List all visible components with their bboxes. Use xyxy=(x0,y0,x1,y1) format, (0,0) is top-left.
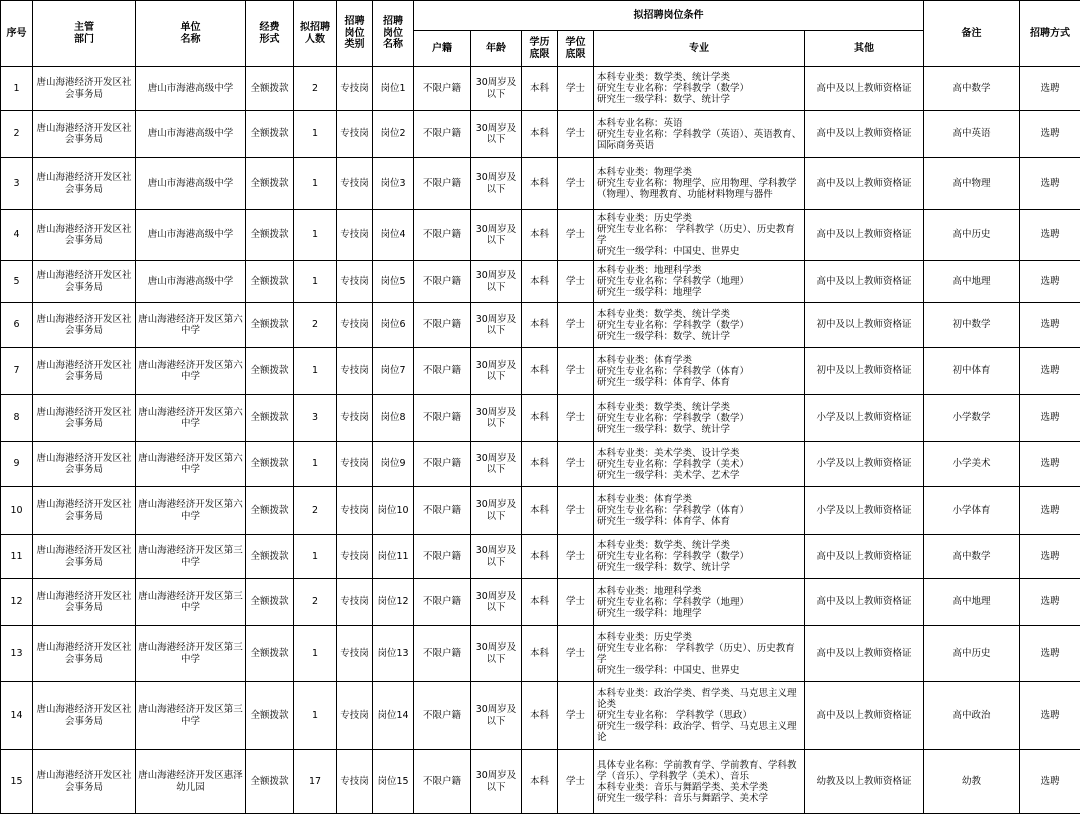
cell-funding: 全额拨款 xyxy=(246,67,294,111)
cell-edu: 本科 xyxy=(522,579,558,626)
cell-edu: 本科 xyxy=(522,210,558,261)
cell-other: 高中及以上教师资格证 xyxy=(805,67,924,111)
cell-post-type: 专技岗 xyxy=(337,535,373,579)
cell-dept: 唐山海港经济开发区社会事务局 xyxy=(33,348,136,395)
cell-major: 本科专业类：数学类、统计学类 研究生专业名称：学科教学（数学） 研究生一级学科：数学、统计学 xyxy=(594,303,805,348)
cell-age: 30周岁及以下 xyxy=(471,111,522,158)
cell-seq: 13 xyxy=(1,626,33,682)
cell-hukou: 不限户籍 xyxy=(414,303,471,348)
cell-method: 选聘 xyxy=(1020,210,1080,261)
cell-seq: 2 xyxy=(1,111,33,158)
cell-post-name: 岗位9 xyxy=(373,442,414,487)
cell-hukou: 不限户籍 xyxy=(414,210,471,261)
cell-funding: 全额拨款 xyxy=(246,158,294,210)
cell-hukou: 不限户籍 xyxy=(414,750,471,814)
cell-hukou: 不限户籍 xyxy=(414,535,471,579)
cell-unit: 唐山市海港高级中学 xyxy=(136,67,246,111)
cell-post-type: 专技岗 xyxy=(337,303,373,348)
cell-other: 高中及以上教师资格证 xyxy=(805,626,924,682)
cell-unit: 唐山海港经济开发区第三中学 xyxy=(136,579,246,626)
cell-hukou: 不限户籍 xyxy=(414,111,471,158)
cell-unit: 唐山海港经济开发区第六中学 xyxy=(136,442,246,487)
cell-remark: 初中体育 xyxy=(924,348,1020,395)
cell-method: 选聘 xyxy=(1020,67,1080,111)
cell-edu: 本科 xyxy=(522,442,558,487)
cell-remark: 高中物理 xyxy=(924,158,1020,210)
cell-count: 1 xyxy=(294,210,337,261)
header-count: 拟招聘 人数 xyxy=(294,1,337,67)
cell-degree: 学士 xyxy=(558,487,594,535)
cell-edu: 本科 xyxy=(522,67,558,111)
table-body xyxy=(1,67,1080,814)
cell-method: 选聘 xyxy=(1020,111,1080,158)
cell-dept: 唐山海港经济开发区社会事务局 xyxy=(33,750,136,814)
cell-hukou: 不限户籍 xyxy=(414,626,471,682)
cell-seq: 4 xyxy=(1,210,33,261)
cell-major: 本科专业类：地理科学类 研究生专业名称：学科教学（地理） 研究生一级学科：地理学 xyxy=(594,579,805,626)
cell-method: 选聘 xyxy=(1020,261,1080,303)
cell-funding: 全额拨款 xyxy=(246,442,294,487)
cell-post-type: 专技岗 xyxy=(337,111,373,158)
cell-post-type: 专技岗 xyxy=(337,626,373,682)
cell-age: 30周岁及以下 xyxy=(471,626,522,682)
cell-hukou: 不限户籍 xyxy=(414,579,471,626)
cell-post-name: 岗位6 xyxy=(373,303,414,348)
header-unit: 单位 名称 xyxy=(136,1,246,67)
cell-post-type: 专技岗 xyxy=(337,442,373,487)
table-row xyxy=(1,67,1080,111)
cell-degree: 学士 xyxy=(558,158,594,210)
cell-major: 本科专业类：美术学类、设计学类 研究生专业名称：学科教学（美术） 研究生一级学科：美术学、艺术学 xyxy=(594,442,805,487)
cell-post-type: 专技岗 xyxy=(337,67,373,111)
header-conditions: 拟招聘岗位条件 xyxy=(414,1,924,31)
cell-other: 小学及以上教师资格证 xyxy=(805,395,924,442)
header-post-name: 招聘 岗位 名称 xyxy=(373,1,414,67)
cell-method: 选聘 xyxy=(1020,442,1080,487)
cell-count: 1 xyxy=(294,682,337,750)
cell-major: 本科专业类：数学类、统计学类 研究生专业名称：学科教学（数学） 研究生一级学科：数学、统计学 xyxy=(594,67,805,111)
table-row xyxy=(1,579,1080,626)
cell-post-name: 岗位4 xyxy=(373,210,414,261)
cell-degree: 学士 xyxy=(558,442,594,487)
cell-other: 高中及以上教师资格证 xyxy=(805,579,924,626)
table-row xyxy=(1,303,1080,348)
cell-hukou: 不限户籍 xyxy=(414,442,471,487)
cell-dept: 唐山海港经济开发区社会事务局 xyxy=(33,395,136,442)
cell-degree: 学士 xyxy=(558,210,594,261)
cell-major: 本科专业类：历史学类 研究生专业名称： 学科教学（历史）、历史教育学 研究生一级学科：中国史、世界史 xyxy=(594,210,805,261)
cell-post-name: 岗位10 xyxy=(373,487,414,535)
cell-funding: 全额拨款 xyxy=(246,579,294,626)
cell-post-name: 岗位13 xyxy=(373,626,414,682)
cell-method: 选聘 xyxy=(1020,395,1080,442)
cell-remark: 小学数学 xyxy=(924,395,1020,442)
cell-seq: 5 xyxy=(1,261,33,303)
table-row xyxy=(1,487,1080,535)
cell-dept: 唐山海港经济开发区社会事务局 xyxy=(33,111,136,158)
cell-degree: 学士 xyxy=(558,682,594,750)
header-other: 其他 xyxy=(805,31,924,67)
cell-funding: 全额拨款 xyxy=(246,348,294,395)
cell-unit: 唐山海港经济开发区第六中学 xyxy=(136,395,246,442)
cell-unit: 唐山海港经济开发区第六中学 xyxy=(136,487,246,535)
table-row xyxy=(1,348,1080,395)
cell-age: 30周岁及以下 xyxy=(471,158,522,210)
cell-other: 高中及以上教师资格证 xyxy=(805,210,924,261)
cell-age: 30周岁及以下 xyxy=(471,303,522,348)
cell-dept: 唐山海港经济开发区社会事务局 xyxy=(33,442,136,487)
cell-funding: 全额拨款 xyxy=(246,626,294,682)
cell-seq: 14 xyxy=(1,682,33,750)
table-row xyxy=(1,535,1080,579)
table-row xyxy=(1,210,1080,261)
cell-post-name: 岗位7 xyxy=(373,348,414,395)
cell-edu: 本科 xyxy=(522,111,558,158)
cell-unit: 唐山海港经济开发区第三中学 xyxy=(136,535,246,579)
cell-funding: 全额拨款 xyxy=(246,535,294,579)
table-row xyxy=(1,111,1080,158)
cell-count: 1 xyxy=(294,626,337,682)
cell-major: 本科专业名称：英语 研究生专业名称：学科教学（英语）、英语教育、国际商务英语 xyxy=(594,111,805,158)
cell-funding: 全额拨款 xyxy=(246,303,294,348)
cell-age: 30周岁及以下 xyxy=(471,67,522,111)
cell-post-name: 岗位1 xyxy=(373,67,414,111)
table-row xyxy=(1,750,1080,814)
cell-post-type: 专技岗 xyxy=(337,210,373,261)
cell-seq: 1 xyxy=(1,67,33,111)
cell-remark: 小学美术 xyxy=(924,442,1020,487)
cell-degree: 学士 xyxy=(558,626,594,682)
cell-major: 本科专业类：体育学类 研究生专业名称：学科教学（体育） 研究生一级学科：体育学、体育 xyxy=(594,348,805,395)
cell-remark: 高中地理 xyxy=(924,579,1020,626)
cell-edu: 本科 xyxy=(522,535,558,579)
cell-hukou: 不限户籍 xyxy=(414,158,471,210)
cell-count: 1 xyxy=(294,348,337,395)
cell-edu: 本科 xyxy=(522,750,558,814)
cell-unit: 唐山市海港高级中学 xyxy=(136,210,246,261)
cell-dept: 唐山海港经济开发区社会事务局 xyxy=(33,158,136,210)
cell-major: 本科专业类：物理学类 研究生专业名称：物理学、应用物理、学科教学（物理）、物理教育、功能材料物理与器件 xyxy=(594,158,805,210)
cell-post-name: 岗位11 xyxy=(373,535,414,579)
table-row xyxy=(1,442,1080,487)
cell-major: 本科专业类：历史学类 研究生专业名称： 学科教学（历史）、历史教育学 研究生一级学科：中国史、世界史 xyxy=(594,626,805,682)
cell-unit: 唐山海港经济开发区第六中学 xyxy=(136,303,246,348)
cell-method: 选聘 xyxy=(1020,348,1080,395)
cell-other: 小学及以上教师资格证 xyxy=(805,442,924,487)
cell-hukou: 不限户籍 xyxy=(414,395,471,442)
cell-degree: 学士 xyxy=(558,111,594,158)
table-row xyxy=(1,682,1080,750)
cell-age: 30周岁及以下 xyxy=(471,487,522,535)
table-row xyxy=(1,261,1080,303)
cell-remark: 高中地理 xyxy=(924,261,1020,303)
cell-dept: 唐山海港经济开发区社会事务局 xyxy=(33,303,136,348)
cell-age: 30周岁及以下 xyxy=(471,535,522,579)
cell-major: 本科专业类：数学类、统计学类 研究生专业名称：学科教学（数学） 研究生一级学科：数学、统计学 xyxy=(594,535,805,579)
cell-age: 30周岁及以下 xyxy=(471,261,522,303)
header-method: 招聘方式 xyxy=(1020,1,1080,67)
cell-count: 1 xyxy=(294,158,337,210)
cell-age: 30周岁及以下 xyxy=(471,750,522,814)
cell-post-type: 专技岗 xyxy=(337,682,373,750)
cell-remark: 初中数学 xyxy=(924,303,1020,348)
cell-method: 选聘 xyxy=(1020,626,1080,682)
cell-hukou: 不限户籍 xyxy=(414,261,471,303)
cell-post-name: 岗位14 xyxy=(373,682,414,750)
cell-method: 选聘 xyxy=(1020,303,1080,348)
cell-degree: 学士 xyxy=(558,348,594,395)
cell-other: 初中及以上教师资格证 xyxy=(805,303,924,348)
cell-hukou: 不限户籍 xyxy=(414,682,471,750)
cell-method: 选聘 xyxy=(1020,682,1080,750)
cell-method: 选聘 xyxy=(1020,750,1080,814)
cell-degree: 学士 xyxy=(558,395,594,442)
cell-remark: 高中历史 xyxy=(924,210,1020,261)
cell-dept: 唐山海港经济开发区社会事务局 xyxy=(33,261,136,303)
cell-dept: 唐山海港经济开发区社会事务局 xyxy=(33,535,136,579)
cell-remark: 高中政治 xyxy=(924,682,1020,750)
cell-degree: 学士 xyxy=(558,535,594,579)
cell-unit: 唐山市海港高级中学 xyxy=(136,111,246,158)
header-edu: 学历 底限 xyxy=(522,31,558,67)
cell-age: 30周岁及以下 xyxy=(471,395,522,442)
cell-major: 本科专业类：地理科学类 研究生专业名称：学科教学（地理） 研究生一级学科：地理学 xyxy=(594,261,805,303)
cell-age: 30周岁及以下 xyxy=(471,682,522,750)
cell-dept: 唐山海港经济开发区社会事务局 xyxy=(33,626,136,682)
cell-other: 初中及以上教师资格证 xyxy=(805,348,924,395)
header-row xyxy=(1,1,1080,31)
cell-funding: 全额拨款 xyxy=(246,395,294,442)
cell-dept: 唐山海港经济开发区社会事务局 xyxy=(33,210,136,261)
cell-edu: 本科 xyxy=(522,261,558,303)
cell-hukou: 不限户籍 xyxy=(414,487,471,535)
cell-age: 30周岁及以下 xyxy=(471,442,522,487)
cell-funding: 全额拨款 xyxy=(246,750,294,814)
cell-edu: 本科 xyxy=(522,348,558,395)
cell-post-name: 岗位5 xyxy=(373,261,414,303)
cell-edu: 本科 xyxy=(522,487,558,535)
cell-seq: 12 xyxy=(1,579,33,626)
cell-funding: 全额拨款 xyxy=(246,261,294,303)
cell-degree: 学士 xyxy=(558,261,594,303)
cell-major: 本科专业类：政治学类、哲学类、马克思主义理论类 研究生专业名称： 学科教学（思政） 研究生一级学科：政治学、哲学、马克思主义理论 xyxy=(594,682,805,750)
cell-age: 30周岁及以下 xyxy=(471,210,522,261)
cell-post-type: 专技岗 xyxy=(337,487,373,535)
cell-unit: 唐山海港经济开发区惠泽幼儿园 xyxy=(136,750,246,814)
cell-remark: 高中历史 xyxy=(924,626,1020,682)
cell-remark: 小学体育 xyxy=(924,487,1020,535)
cell-count: 17 xyxy=(294,750,337,814)
cell-method: 选聘 xyxy=(1020,487,1080,535)
header-post-type: 招聘 岗位 类别 xyxy=(337,1,373,67)
cell-dept: 唐山海港经济开发区社会事务局 xyxy=(33,67,136,111)
cell-unit: 唐山市海港高级中学 xyxy=(136,158,246,210)
cell-edu: 本科 xyxy=(522,303,558,348)
cell-post-type: 专技岗 xyxy=(337,348,373,395)
cell-major: 本科专业类：体育学类 研究生专业名称：学科教学（体育） 研究生一级学科：体育学、体育 xyxy=(594,487,805,535)
cell-post-name: 岗位3 xyxy=(373,158,414,210)
cell-major: 本科专业类：数学类、统计学类 研究生专业名称：学科教学（数学） 研究生一级学科：数学、统计学 xyxy=(594,395,805,442)
cell-seq: 3 xyxy=(1,158,33,210)
cell-unit: 唐山海港经济开发区第三中学 xyxy=(136,682,246,750)
cell-post-name: 岗位8 xyxy=(373,395,414,442)
cell-post-type: 专技岗 xyxy=(337,579,373,626)
cell-post-name: 岗位2 xyxy=(373,111,414,158)
cell-degree: 学士 xyxy=(558,67,594,111)
table-row xyxy=(1,158,1080,210)
cell-method: 选聘 xyxy=(1020,158,1080,210)
cell-post-name: 岗位12 xyxy=(373,579,414,626)
cell-degree: 学士 xyxy=(558,579,594,626)
cell-count: 1 xyxy=(294,535,337,579)
cell-seq: 6 xyxy=(1,303,33,348)
cell-count: 1 xyxy=(294,111,337,158)
cell-other: 高中及以上教师资格证 xyxy=(805,682,924,750)
cell-seq: 8 xyxy=(1,395,33,442)
cell-post-type: 专技岗 xyxy=(337,395,373,442)
cell-seq: 10 xyxy=(1,487,33,535)
cell-unit: 唐山海港经济开发区第六中学 xyxy=(136,348,246,395)
cell-seq: 11 xyxy=(1,535,33,579)
header-seq: 序号 xyxy=(1,1,33,67)
cell-funding: 全额拨款 xyxy=(246,111,294,158)
cell-count: 3 xyxy=(294,395,337,442)
cell-unit: 唐山市海港高级中学 xyxy=(136,261,246,303)
cell-post-type: 专技岗 xyxy=(337,261,373,303)
header-dept: 主管 部门 xyxy=(33,1,136,67)
cell-funding: 全额拨款 xyxy=(246,682,294,750)
cell-count: 1 xyxy=(294,261,337,303)
cell-count: 2 xyxy=(294,67,337,111)
cell-other: 幼教及以上教师资格证 xyxy=(805,750,924,814)
cell-remark: 幼教 xyxy=(924,750,1020,814)
header-hukou: 户籍 xyxy=(414,31,471,67)
cell-other: 高中及以上教师资格证 xyxy=(805,261,924,303)
cell-remark: 高中英语 xyxy=(924,111,1020,158)
table-row xyxy=(1,395,1080,442)
cell-other: 小学及以上教师资格证 xyxy=(805,487,924,535)
cell-post-name: 岗位15 xyxy=(373,750,414,814)
cell-degree: 学士 xyxy=(558,303,594,348)
cell-count: 1 xyxy=(294,442,337,487)
cell-hukou: 不限户籍 xyxy=(414,67,471,111)
cell-method: 选聘 xyxy=(1020,579,1080,626)
table-row xyxy=(1,626,1080,682)
header-funding: 经费 形式 xyxy=(246,1,294,67)
cell-count: 2 xyxy=(294,487,337,535)
cell-dept: 唐山海港经济开发区社会事务局 xyxy=(33,682,136,750)
cell-count: 2 xyxy=(294,579,337,626)
cell-degree: 学士 xyxy=(558,750,594,814)
cell-other: 高中及以上教师资格证 xyxy=(805,111,924,158)
cell-count: 2 xyxy=(294,303,337,348)
cell-edu: 本科 xyxy=(522,682,558,750)
cell-remark: 高中数学 xyxy=(924,67,1020,111)
header-degree: 学位 底限 xyxy=(558,31,594,67)
cell-other: 高中及以上教师资格证 xyxy=(805,535,924,579)
cell-edu: 本科 xyxy=(522,158,558,210)
cell-post-type: 专技岗 xyxy=(337,750,373,814)
cell-edu: 本科 xyxy=(522,395,558,442)
cell-post-type: 专技岗 xyxy=(337,158,373,210)
cell-method: 选聘 xyxy=(1020,535,1080,579)
cell-funding: 全额拨款 xyxy=(246,487,294,535)
cell-dept: 唐山海港经济开发区社会事务局 xyxy=(33,487,136,535)
cell-seq: 7 xyxy=(1,348,33,395)
cell-hukou: 不限户籍 xyxy=(414,348,471,395)
cell-remark: 高中数学 xyxy=(924,535,1020,579)
cell-seq: 9 xyxy=(1,442,33,487)
cell-age: 30周岁及以下 xyxy=(471,579,522,626)
cell-other: 高中及以上教师资格证 xyxy=(805,158,924,210)
header-major: 专业 xyxy=(594,31,805,67)
header-age: 年龄 xyxy=(471,31,522,67)
cell-dept: 唐山海港经济开发区社会事务局 xyxy=(33,579,136,626)
cell-edu: 本科 xyxy=(522,626,558,682)
cell-funding: 全额拨款 xyxy=(246,210,294,261)
cell-major: 具体专业名称：学前教育学、学前教育、学科教学（音乐）、学科教学（美术）、音乐 本科专业类：音乐与舞蹈学类、美术学类 研究生一级学科：音乐与舞蹈学、美术学 xyxy=(594,750,805,814)
header-remark: 备注 xyxy=(924,1,1020,67)
cell-seq: 15 xyxy=(1,750,33,814)
cell-unit: 唐山海港经济开发区第三中学 xyxy=(136,626,246,682)
cell-age: 30周岁及以下 xyxy=(471,348,522,395)
